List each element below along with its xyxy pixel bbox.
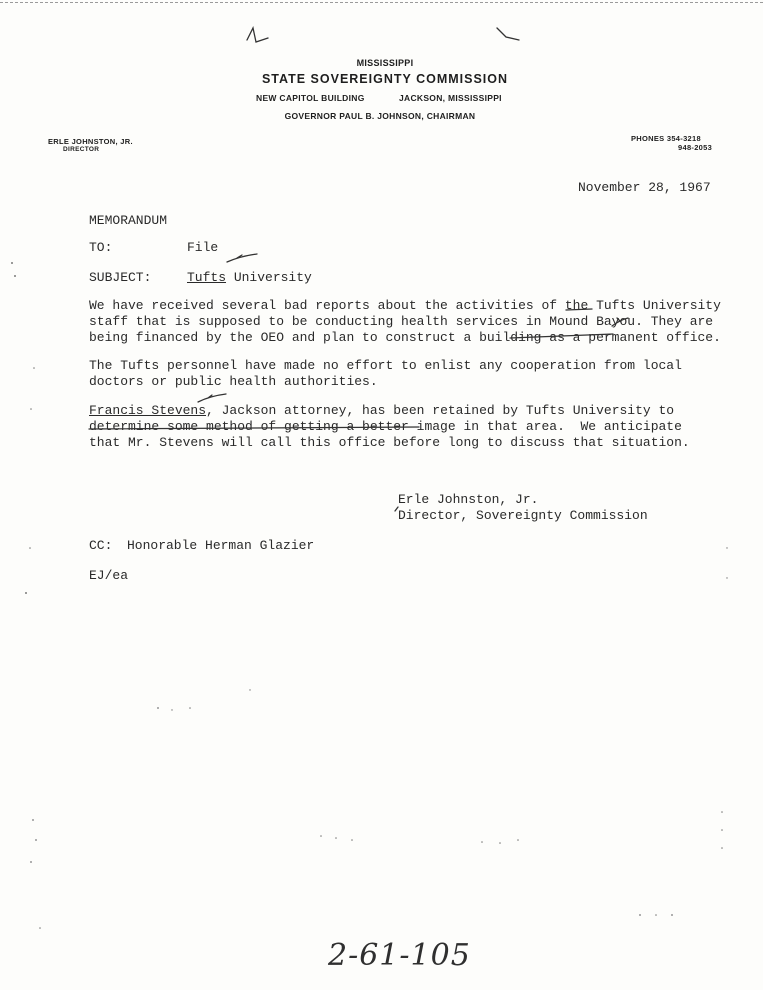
- paragraph-3-line: that Mr. Stevens will call this office before long to discuss that situation.: [89, 435, 690, 450]
- paragraph-1-line: being financed by the OEO and plan to construct a building as a permanent office.: [89, 330, 721, 345]
- handwritten-file-number: 2-61-105: [328, 938, 471, 973]
- scan-top-border: [0, 2, 763, 3]
- paragraph-2-line: doctors or public health authorities.: [89, 374, 378, 389]
- paragraph-1-line: staff that is supposed to be conducting health services in Mound Bayou. They are: [89, 314, 714, 329]
- memo-heading: MEMORANDUM: [89, 213, 168, 228]
- paragraph-2: [89, 358, 682, 390]
- paragraph-3: [89, 403, 690, 451]
- paragraph-3-line: [89, 403, 690, 419]
- paragraph-3-line: determine some method of getting a better image in that area. We anticipate: [89, 419, 682, 434]
- letterhead-commission: STATE SOVEREIGNTY COMMISSION: [261, 72, 509, 86]
- letterhead-state: MISSISSIPPI: [356, 58, 414, 68]
- cc-label: CC:: [89, 538, 113, 553]
- check-mark: [497, 28, 519, 40]
- memo-date: November 28, 1967: [578, 180, 711, 195]
- cc-value: Honorable Herman Glazier: [127, 538, 315, 553]
- check-mark: [247, 28, 268, 42]
- check-mark: [198, 394, 226, 402]
- letterhead-phones: PHONES 354-3218: [631, 134, 701, 143]
- paragraph-3-line-rest: , Jackson attorney, has been retained by Tufts University to: [206, 403, 675, 418]
- paragraph-3-name: Francis Stevens: [89, 403, 207, 418]
- subject-underlined: Tufts: [187, 270, 227, 285]
- letterhead-address-right: JACKSON, MISSISSIPPI: [399, 93, 502, 103]
- paragraph-2-line: The Tufts personnel have made no effort to enlist any cooperation from local: [89, 358, 682, 373]
- paragraph-1: [89, 298, 721, 346]
- check-mark: [227, 254, 257, 262]
- paragraph-1-line: We have received several bad reports about the activities of the Tufts University: [89, 298, 721, 313]
- to-value: File: [187, 240, 219, 255]
- subject-rest: University: [226, 270, 312, 285]
- typist-initials: EJ/ea: [89, 568, 129, 583]
- letterhead-director-name: ERLE JOHNSTON, JR.: [48, 137, 133, 146]
- letterhead-address-left: NEW CAPITOL BUILDING: [256, 93, 365, 103]
- subject-label: SUBJECT:: [89, 270, 152, 285]
- signature-title: Director, Sovereignty Commission: [398, 508, 648, 523]
- signature-name: Erle Johnston, Jr.: [398, 492, 539, 507]
- to-label: TO:: [89, 240, 113, 255]
- subject-value: [187, 270, 312, 286]
- letterhead-phones-second: 948-2053: [678, 143, 713, 152]
- letterhead-governor: GOVERNOR PAUL B. JOHNSON, CHAIRMAN: [284, 111, 476, 121]
- letterhead-director-title: DIRECTOR: [63, 146, 100, 153]
